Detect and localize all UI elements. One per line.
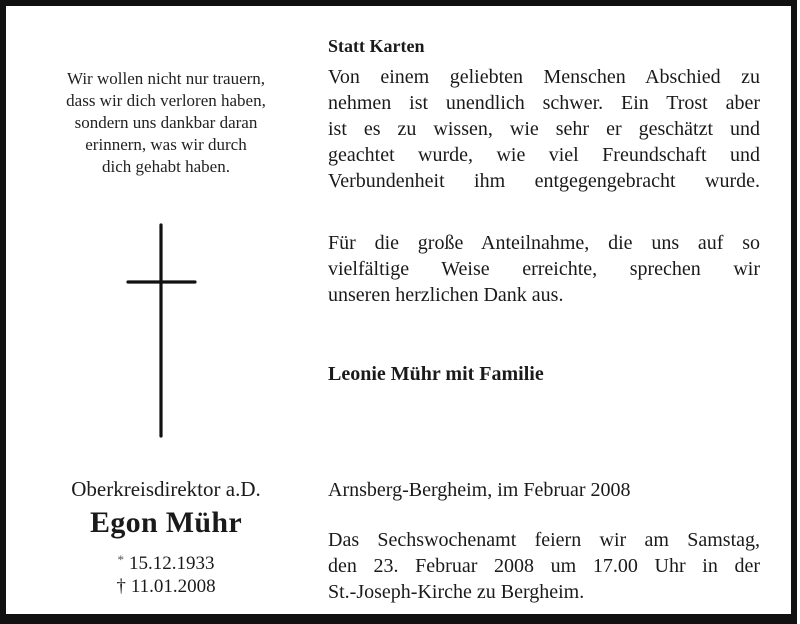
text-line: Das Sechswochenamt feiern wir am Samstag, [328,529,760,551]
paragraph-service [328,527,760,605]
place-and-date: Arnsberg-Bergheim, im Februar 2008 [328,479,631,501]
text-line: vielfältige Weise erreichte, sprechen wir [328,258,760,280]
text-line: Von einem geliebten Menschen Abschied zu [328,66,760,88]
text-line: unseren herzlichen Dank aus. [328,284,564,306]
paragraph-thanks [328,230,760,308]
obituary-notice [6,6,791,614]
birth-date-line [6,552,326,575]
birth-star-icon: * [117,552,124,567]
death-dagger-icon: † [116,576,126,597]
cross-icon [6,6,326,466]
paragraph-farewell [328,64,760,194]
notice-heading: Statt Karten [328,36,425,56]
quote-line: Wir wollen nicht nur trauern, [66,69,266,88]
deceased-name: Egon Mühr [90,506,242,539]
signature: Leonie Mühr mit Familie [328,363,544,385]
text-line: St.-Joseph-Kirche zu Bergheim. [328,581,585,603]
quote-line: sondern uns dankbar daran [74,113,258,132]
text-line: ist es zu wissen, wie sehr er geschätzt und [328,118,760,140]
deceased-title: Oberkreisdirektor a.D. [71,477,261,501]
text-line: Für die große Anteilnahme, die uns auf so [328,232,760,254]
text-line: den 23. Februar 2008 um 17.00 Uhr in der [328,555,760,577]
quote-line: erinnern, was wir durch [85,135,247,154]
quote-line: dich gehabt haben. [102,157,230,176]
text-line: Verbundenheit ihm entgegengebracht wurde. [328,170,760,192]
text-line: nehmen ist unendlich schwer. Ein Trost aber [328,92,760,114]
death-date: 11.01.2008 [130,576,216,597]
death-date-line [6,576,326,598]
quote-line: dass wir dich verloren haben, [66,91,266,110]
birth-date: 15.12.1933 [129,553,215,574]
text-line: geachtet wurde, wie viel Freundschaft und [328,144,760,166]
